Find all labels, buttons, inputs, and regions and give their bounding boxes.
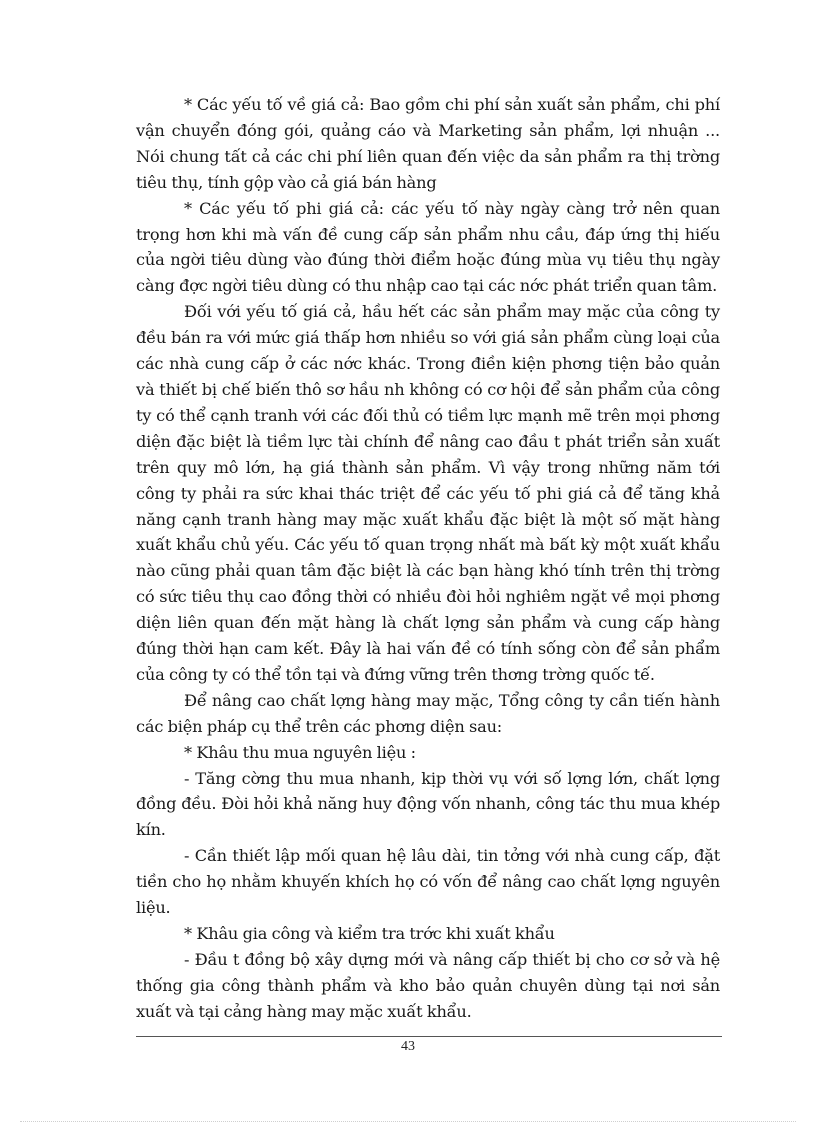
paragraph-purchase-point-1: - Tăng cờng thu mua nhanh, kịp thời vụ với số lợng lớn, chất lợng đồng đều. Đòi hỏi khả năng huy động vốn nhanh, công tác thu mua khép kín. xyxy=(136,768,720,840)
page-number: 43 xyxy=(401,1039,415,1054)
paragraph-processing-point-1: - Đầu t đồng bộ xây dựng mới và nâng cấp thiết bị cho cơ sở và hệ thống gia công thành phẩm và kho bảo quản chuyên dùng tại nơi sản xuất và tại cảng hàng may mặc xuất khẩu. xyxy=(136,949,720,1021)
paragraph-material-purchase-heading: * Khâu thu mua nguyên liệu : xyxy=(184,742,416,762)
paragraph-price-analysis: Đối với yếu tố giá cả, hầu hết các sản phẩm may mặc của công ty đều bán ra với mức giá thấp hơn nhiều so với giá sản phẩm cùng loại của các nhà cung cấp ở các nớc khác. Trong điền kiện phơng tiện bảo quản và thiết bị chế biến thô sơ hầu nh không có cơ hội để sản phẩm của công ty có thể cạnh tranh với các đối thủ có tiềm lực mạnh mẽ trên mọi phơng diện đặc biệt là tiềm lực tài chính để nâng cao đầu t phát triển sản xuất trên quy mô lớn, hạ giá thành sản phẩm. Vì vậy trong những năm tới công ty phải ra sức khai thác triệt để các yếu tố phi giá cả để tăng khả năng cạnh tranh hàng may mặc xuất khẩu đặc biệt là một số mặt hàng xuất khẩu chủ yếu. Các yếu tố quan trọng nhất mà bất kỳ một xuất khẩu nào cũng phải quan tâm đặc biệt là các bạn hàng khó tính trên thị trờng có sức tiêu thụ cao đồng thời có nhiều đòi hỏi nghiêm ngặt về mọi phơng diện liên quan đến mặt hàng là chất lợng sản phẩm và cung cấp hàng đúng thời hạn cam kết. Đây là hai vấn đề có tính sống còn để sản phẩm của công ty có thể tồn tại và đứng vững trên thơng trờng quốc tế. xyxy=(136,302,720,684)
paragraph-price-factors: * Các yếu tố về giá cả: Bao gồm chi phí sản xuất sản phẩm, chi phí vận chuyển đóng gói, quảng cáo và Marketing sản phẩm, lợi nhuận ... Nói chung tất cả các chi phí liên quan đến việc da sản phẩm ra thị trờng tiêu thụ, tính gộp vào cả giá bán hàng xyxy=(136,95,720,192)
footer-divider xyxy=(136,1036,722,1037)
paragraph-purchase-point-2: - Cần thiết lập mối quan hệ lâu dài, tin tởng với nhà cung cấp, đặt tiền cho họ nhằm khuyến khích họ có vốn để nâng cao chất lợng nguyên liệu. xyxy=(136,846,720,918)
paragraph-processing-heading: * Khâu gia công và kiểm tra trớc khi xuất khẩu xyxy=(184,924,555,943)
paragraph-quality-measures: Để nâng cao chất lợng hàng may mặc, Tổng công ty cần tiến hành các biện pháp cụ thể trên các phơng diện sau: xyxy=(136,690,720,736)
page-bottom-edge xyxy=(20,1121,796,1122)
paragraph-non-price-factors: * Các yếu tố phi giá cả: các yếu tố này ngày càng trở nên quan trọng hơn khi mà vấn đề cung cấp sản phẩm nhu cầu, đáp ứng thị hiếu của ngời tiêu dùng vào đúng thời điểm hoặc đúng mùa vụ tiêu thụ ngày càng đợc ngời tiêu dùng có thu nhập cao tại các nớc phát triển quan tâm. xyxy=(136,198,720,296)
body-text xyxy=(136,92,720,1025)
